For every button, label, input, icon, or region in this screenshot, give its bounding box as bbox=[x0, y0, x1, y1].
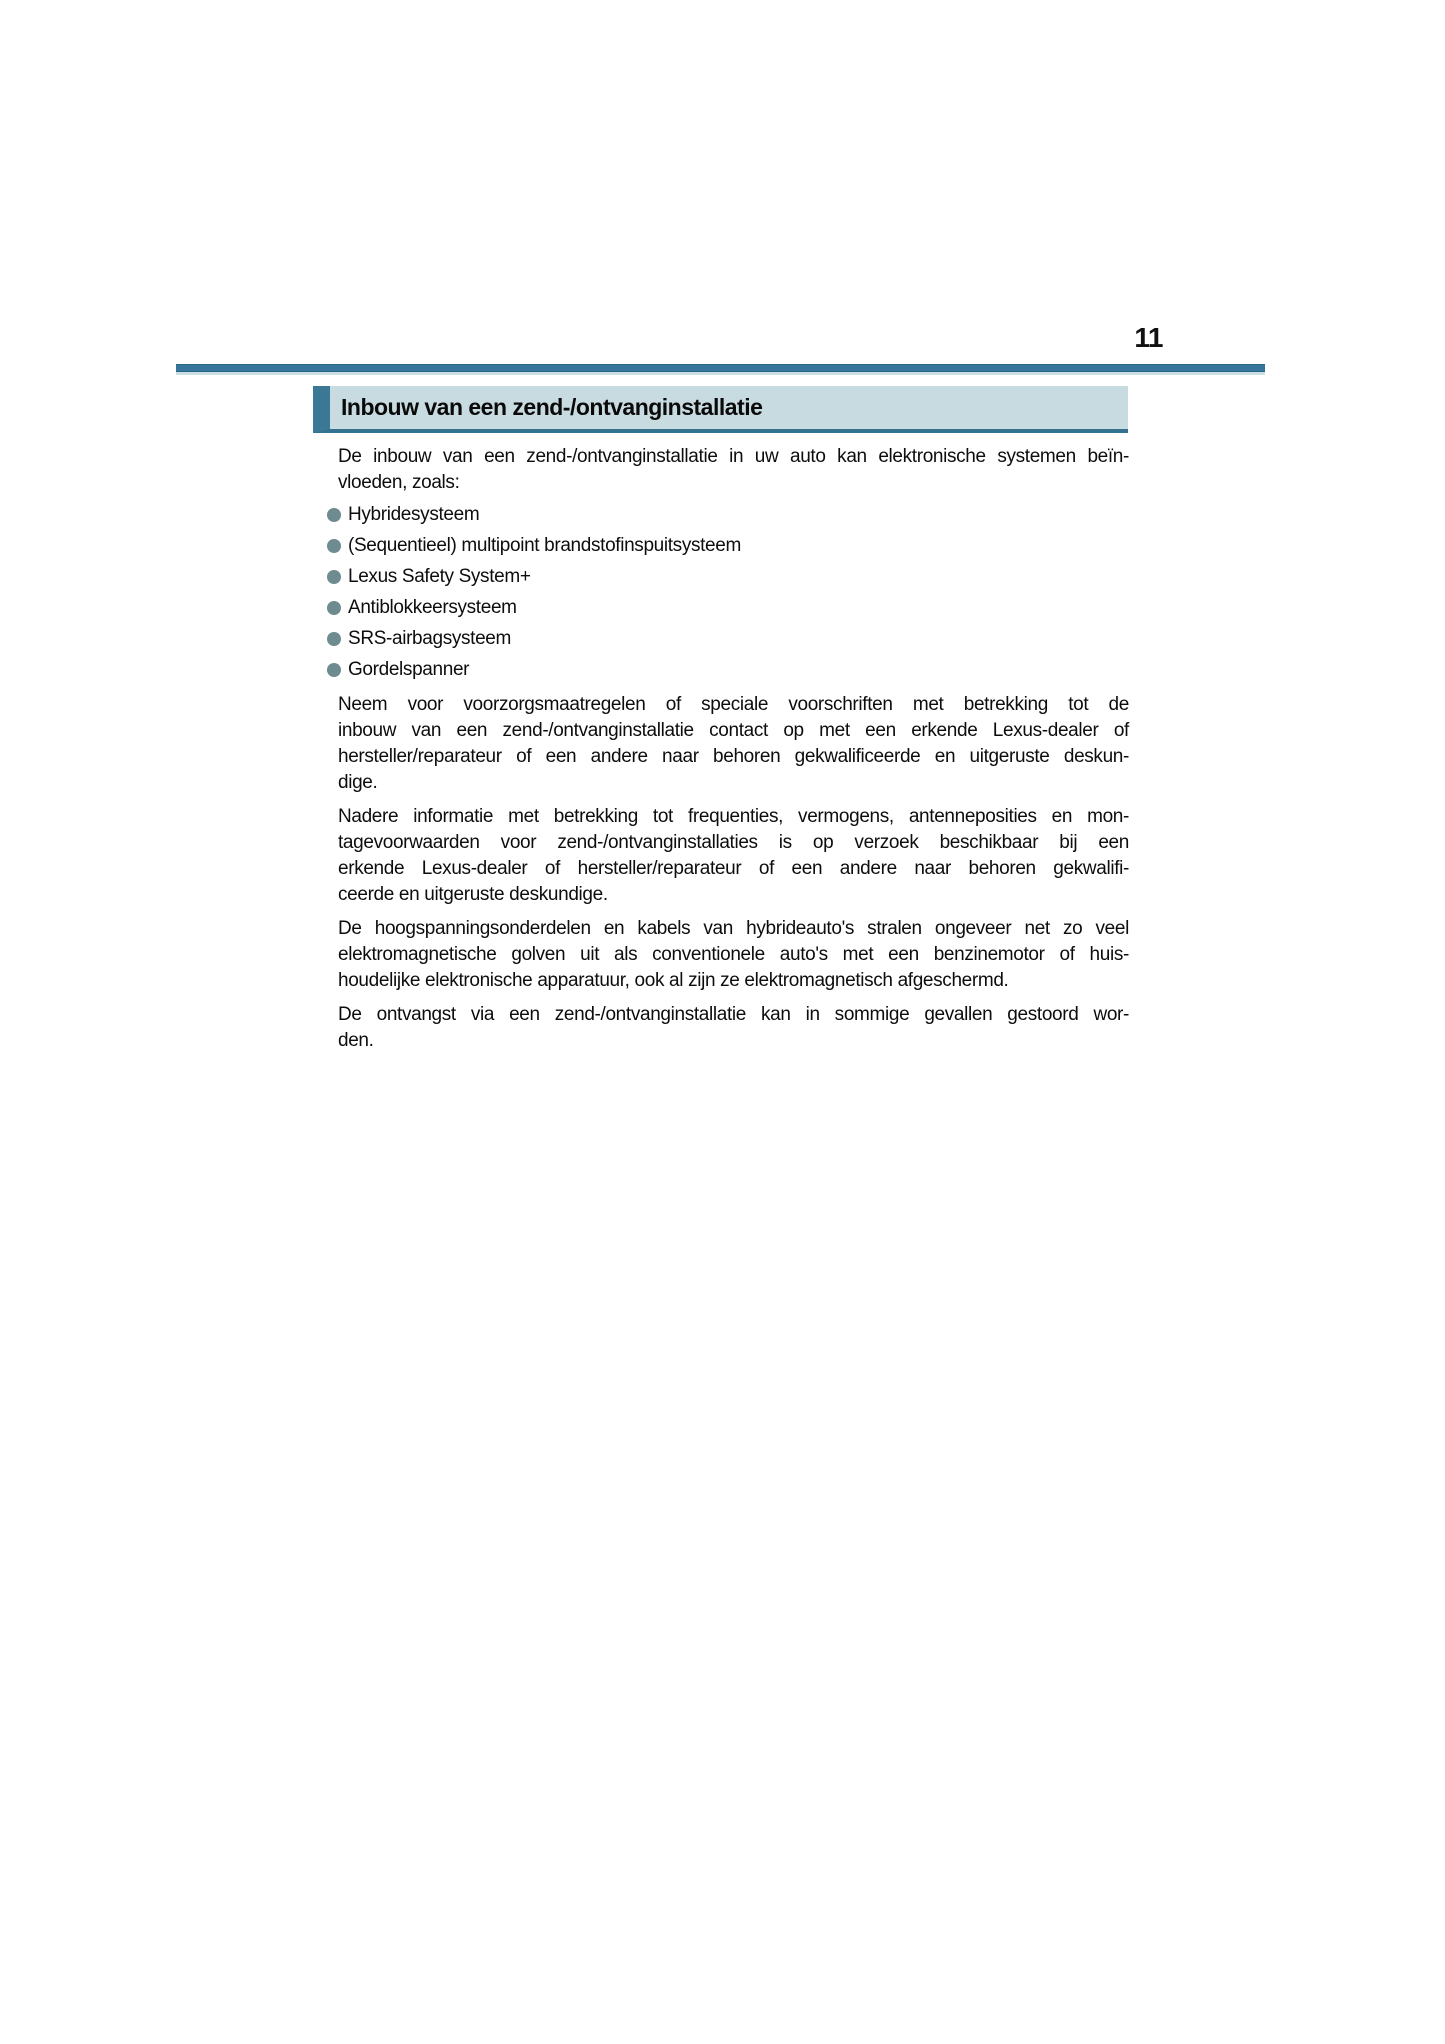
list-item bbox=[338, 623, 1129, 654]
list-item bbox=[338, 654, 1129, 685]
list-item bbox=[338, 499, 1129, 530]
bullet-icon bbox=[327, 663, 341, 677]
bullet-label: Antiblokkeersysteem bbox=[348, 596, 517, 618]
section-header-banner bbox=[313, 386, 1128, 433]
text-line: hersteller/reparateur of een andere naar behoren gekwalificeerde en uitgeruste deskun- bbox=[338, 746, 1129, 767]
bullet-label: (Sequentieel) multipoint brandstofinspuitsysteem bbox=[348, 534, 741, 556]
text-line: De hoogspanningsonderdelen en kabels van hybrideauto's stralen ongeveer net zo veel bbox=[338, 918, 1129, 939]
paragraph bbox=[338, 692, 1129, 796]
bullet-icon bbox=[327, 632, 341, 646]
page-number: 11 bbox=[1134, 322, 1163, 353]
text-line: De ontvangst via een zend-/ontvanginstallatie kan in sommige gevallen gestoord wor- bbox=[338, 1004, 1129, 1025]
section-title: Inbouw van een zend-/ontvanginstallatie bbox=[341, 394, 763, 420]
text-line: elektromagnetische golven uit als conventionele auto's met een benzinemotor of huis- bbox=[338, 944, 1129, 965]
text-line: ceerde en uitgeruste deskundige. bbox=[338, 884, 608, 905]
bullet-label: Hybridesysteem bbox=[348, 503, 480, 525]
text-line: Neem voor voorzorgsmaatregelen of speciale voorschriften met betrekking tot de bbox=[338, 694, 1129, 715]
text-line: De inbouw van een zend-/ontvanginstallatie in uw auto kan elektronische systemen beïn- bbox=[338, 446, 1129, 467]
system-bullet-list bbox=[338, 499, 1129, 685]
text-line: erkende Lexus-dealer of hersteller/reparateur of een andere naar behoren gekwalifi- bbox=[338, 858, 1129, 879]
text-line: tagevoorwaarden voor zend-/ontvanginstallaties is op verzoek beschikbaar bij een bbox=[338, 832, 1129, 853]
bullet-icon bbox=[327, 539, 341, 553]
bullet-icon bbox=[327, 508, 341, 522]
text-line: Nadere informatie met betrekking tot frequenties, vermogens, antenneposities en mon- bbox=[338, 806, 1129, 827]
paragraph bbox=[338, 916, 1129, 994]
bullet-icon bbox=[327, 601, 341, 615]
intro-paragraph bbox=[338, 444, 1129, 496]
text-line: vloeden, zoals: bbox=[338, 472, 460, 493]
text-line: dige. bbox=[338, 772, 378, 793]
list-item bbox=[338, 530, 1129, 561]
bullet-icon bbox=[327, 570, 341, 584]
bullet-label: SRS-airbagsysteem bbox=[348, 627, 511, 649]
bullet-label: Gordelspanner bbox=[348, 658, 470, 680]
list-item bbox=[338, 561, 1129, 592]
paragraph bbox=[338, 1002, 1129, 1054]
paragraph bbox=[338, 804, 1129, 908]
text-line: den. bbox=[338, 1030, 374, 1051]
bullet-label: Lexus Safety System+ bbox=[348, 565, 531, 587]
text-line: inbouw van een zend-/ontvanginstallatie contact op met een erkende Lexus-dealer of bbox=[338, 720, 1129, 741]
text-line: houdelijke elektronische apparatuur, ook al zijn ze elektromagnetisch afgeschermd. bbox=[338, 970, 1009, 991]
list-item bbox=[338, 592, 1129, 623]
body-text bbox=[338, 444, 1129, 1054]
header-rule bbox=[176, 364, 1265, 372]
